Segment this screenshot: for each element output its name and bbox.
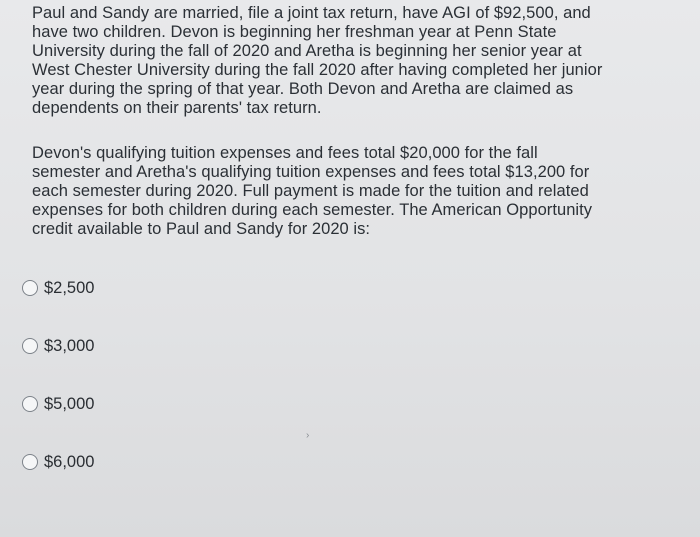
answer-option-label: $3,000 — [44, 337, 95, 355]
question-paragraph-1: Paul and Sandy are married, file a joint tax return, have AGI of $92,500, and have two children. Devon is beginning her freshman year at Penn State University during the fall of 2020 and Aretha is beginning her senior year at West Chester University during the fall 2020 after having completed her junior year during the spring of that year. Both Devon and Aretha are claimed as dependents on their parents' tax return. — [32, 4, 603, 117]
answer-option-label: $6,000 — [44, 453, 95, 471]
radio-button-icon[interactable] — [22, 454, 38, 470]
answer-option-label: $2,500 — [44, 279, 95, 297]
answer-option-label: $5,000 — [44, 395, 95, 413]
radio-button-icon[interactable] — [22, 338, 38, 354]
answer-option-1[interactable] — [32, 276, 690, 300]
radio-button-icon[interactable] — [22, 280, 38, 296]
answer-option-2[interactable] — [32, 334, 690, 358]
answer-option-3[interactable] — [32, 392, 690, 416]
question-paragraph-2: Devon's qualifying tuition expenses and fees total $20,000 for the fall semester and Aretha's qualifying tuition expenses and fees total $13,200 for each semester during 2020. Full payment is made for the tuition and related expenses for both children during each semester. The American Opportunity credit available to Paul and Sandy for 2020 is: — [32, 144, 593, 238]
answer-option-4[interactable] — [32, 450, 690, 474]
answer-options — [32, 276, 690, 474]
radio-button-icon[interactable] — [22, 396, 38, 412]
mouse-cursor-icon: › — [306, 430, 310, 441]
